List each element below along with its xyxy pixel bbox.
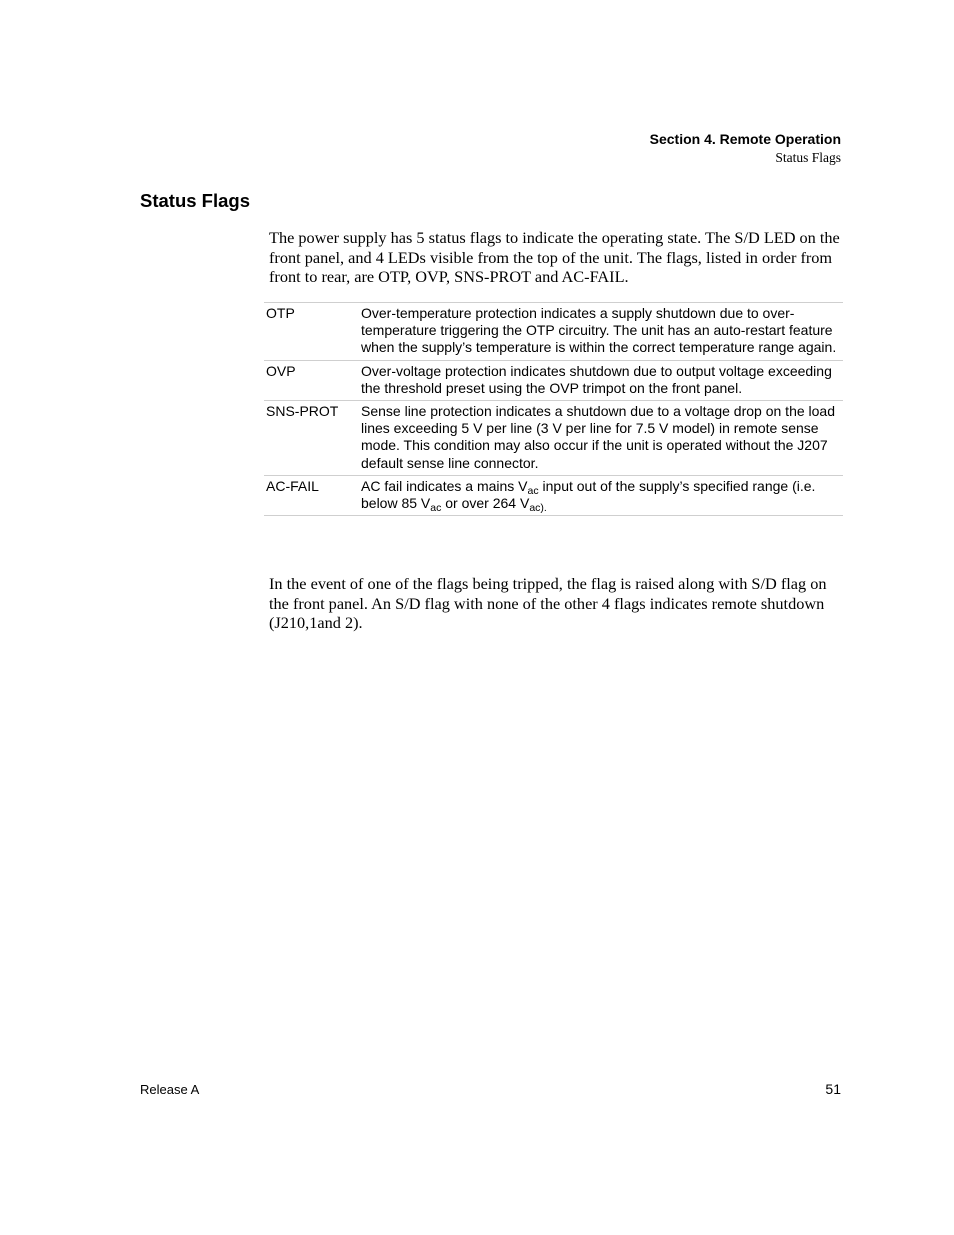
flag-description: Over-temperature protection indicates a supply shutdown due to over-temperature triggering the OTP circuitry. The unit has an auto-restart feature when the supply’s temperature is within the correct temperature range again. [361,305,837,356]
table-row [264,475,843,515]
flag-description: Over-voltage protection indicates shutdown due to output voltage exceeding the threshold preset using the OVP trimpot on the front panel. [361,362,832,396]
subscript: ac [430,502,442,515]
flag-name: AC-FAIL [266,477,319,494]
section-heading: Status Flags [140,190,250,211]
flag-name: OVP [266,362,296,379]
flag-name: SNS-PROT [266,403,339,420]
table-row [264,303,843,361]
page-number: 51 [825,1081,841,1097]
status-flags-table [264,302,843,516]
intro-paragraph: The power supply has 5 status flags to indicate the operating state. The S/D LED on the front panel, and 4 LEDs visible from the top of the unit. The flags, listed in order from front to rear, are OTP, OVP, SNS-PROT and AC-FAIL. [269,228,840,286]
desc-text: or over 264 V [441,495,530,512]
outro-paragraph: In the event of one of the flags being tripped, the flag is raised along with S/D flag on the front panel. An S/D flag with none of the other 4 flags indicates remote shutdown (J210,1and 2). [269,574,827,632]
flag-description: Sense line protection indicates a shutdown due to a voltage drop on the load lines exceeding 5 V per line (3 V per line for 7.5 V model) in remote sense mode. This condition may also occur if the unit is operated without the J207 default sense line connector. [361,403,835,471]
flag-description [361,475,843,515]
desc-text: input out of the supply’s specified range (i.e. below 85 V [361,477,816,512]
flag-name: OTP [266,305,295,321]
table-row [264,401,843,476]
table-row [264,360,843,400]
running-header-subsection: Status Flags [775,150,841,165]
subscript: ac [527,484,539,497]
desc-text: AC fail indicates a mains V [361,477,528,494]
subscript: ac). [529,502,547,515]
running-header-section: Section 4. Remote Operation [649,131,841,147]
footer-release: Release A [140,1082,200,1097]
